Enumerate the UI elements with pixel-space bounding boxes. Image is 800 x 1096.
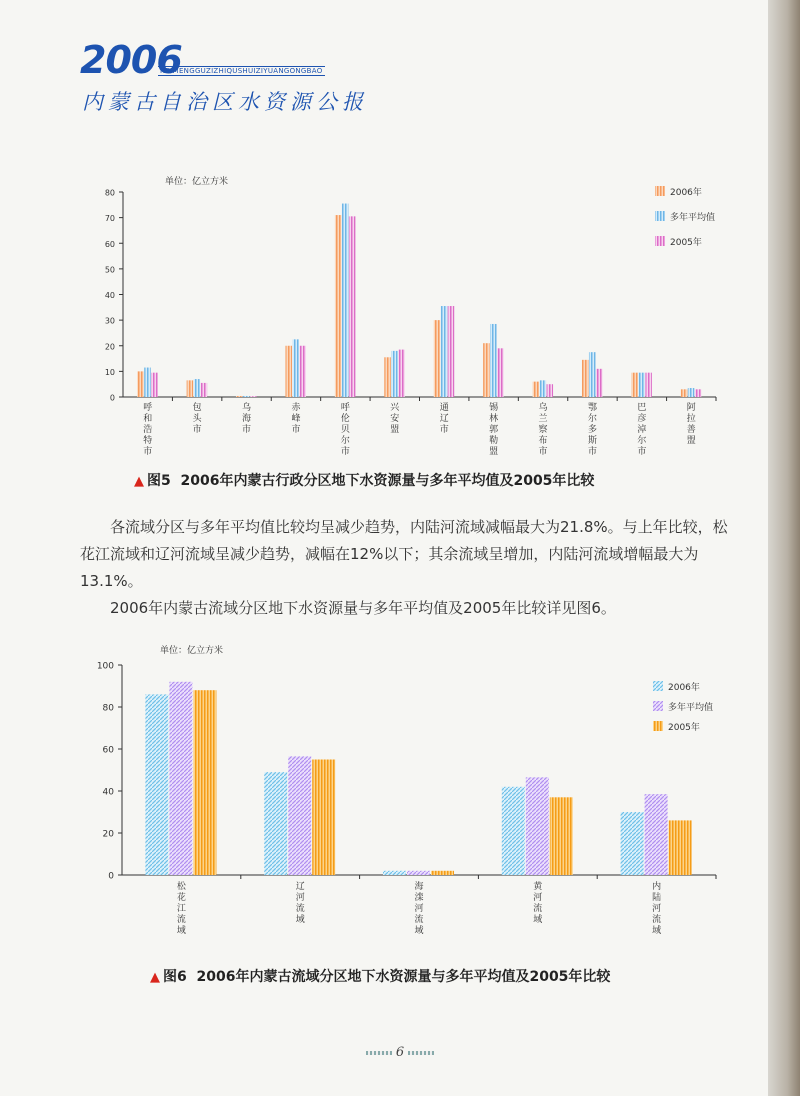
- y-tick-label: 80: [104, 188, 115, 198]
- bar-5-1: [391, 351, 398, 397]
- x-category-label-char: 安: [390, 414, 400, 424]
- x-category-label-char: 江: [176, 904, 186, 914]
- bar-1-0: [264, 772, 287, 875]
- y-tick-label: 50: [104, 265, 115, 275]
- x-category-label-char: 市: [291, 425, 301, 435]
- bar-0-2: [151, 373, 158, 397]
- x-category-label-char: 河: [652, 904, 662, 914]
- x-category-label-char: 盟: [489, 447, 499, 457]
- y-tick-label: 10: [104, 367, 115, 377]
- report-header: [80, 38, 420, 118]
- bar-0-1: [169, 682, 192, 875]
- bar-3-0: [285, 346, 292, 397]
- x-category-label-char: 郭: [489, 425, 499, 435]
- legend-label-1: 多年平均值: [670, 213, 716, 223]
- x-category-label-char: 巴: [637, 403, 647, 413]
- x-category-label-char: 河: [295, 893, 305, 903]
- x-category-label-char: 流: [652, 915, 662, 925]
- bar-2-2: [431, 871, 454, 875]
- bar-10-2: [645, 373, 652, 397]
- bar-4-1: [645, 794, 668, 875]
- y-tick-label: 30: [104, 316, 115, 326]
- x-category-label-char: 阿: [686, 403, 696, 413]
- x-category-label-char: 和: [143, 414, 153, 424]
- bar-5-2: [398, 350, 405, 397]
- x-category-label-char: 域: [533, 915, 543, 925]
- x-category-label-char: 内: [652, 882, 662, 892]
- bar-10-1: [638, 373, 645, 397]
- bar-7-2: [497, 348, 504, 397]
- page-number-ornament-right: [408, 1051, 434, 1055]
- bar-4-2: [349, 216, 356, 397]
- bar-11-0: [681, 389, 688, 397]
- bar-3-2: [299, 346, 306, 397]
- bar-2-1: [243, 396, 250, 397]
- bar-0-0: [145, 694, 168, 875]
- x-category-label-char: 头: [192, 414, 202, 424]
- bar-11-1: [688, 388, 695, 397]
- bar-9-0: [582, 360, 589, 397]
- bar-2-0: [383, 871, 406, 875]
- bar-8-0: [533, 382, 540, 397]
- y-tick-label: 40: [102, 787, 114, 798]
- caption-triangle-icon: ▲: [150, 970, 160, 985]
- figure-5-caption: [134, 470, 594, 490]
- x-category-label-char: 海: [414, 882, 424, 892]
- x-category-label-char: 域: [176, 926, 186, 936]
- x-category-label-char: 市: [637, 447, 647, 457]
- x-category-label-char: 域: [652, 926, 662, 936]
- x-category-label-char: 市: [242, 425, 252, 435]
- x-category-label-char: 淖: [637, 425, 647, 435]
- x-category-label-char: 市: [538, 447, 548, 457]
- bar-2-0: [236, 396, 243, 397]
- x-category-label-char: 海: [242, 414, 252, 424]
- legend-swatch-0: [655, 186, 665, 196]
- page-number-ornament-left: [366, 1051, 392, 1055]
- x-category-label-char: 辽: [295, 882, 305, 892]
- bar-3-0: [502, 787, 525, 875]
- x-category-label-char: 市: [340, 447, 350, 457]
- caption-triangle-icon: ▲: [134, 474, 144, 489]
- y-tick-label: 0: [109, 393, 115, 403]
- x-category-label-char: 河: [414, 904, 424, 914]
- bar-4-0: [335, 215, 342, 397]
- bar-1-1: [288, 756, 311, 875]
- legend-label-0: 2006年: [670, 188, 702, 198]
- legend-label-1: 多年平均值: [668, 703, 714, 713]
- bar-3-2: [550, 797, 573, 875]
- x-category-label-char: 域: [414, 926, 424, 936]
- bar-3-1: [526, 777, 549, 875]
- x-category-label-char: 松: [176, 882, 186, 892]
- x-category-label-char: 斯: [587, 436, 597, 446]
- x-category-label-char: 锡: [489, 403, 499, 413]
- x-category-label-char: 彦: [637, 414, 647, 424]
- x-category-label-char: 赤: [291, 403, 301, 413]
- paragraph-2: 2006年内蒙古流域分区地下水资源量与多年平均值及2005年比较详见图6。: [110, 599, 616, 617]
- x-category-label-char: 伦: [340, 414, 350, 424]
- x-category-label-char: 流: [414, 915, 424, 925]
- bar-10-0: [631, 373, 638, 397]
- y-tick-label: 100: [96, 661, 114, 672]
- x-category-label-char: 域: [295, 915, 305, 925]
- bar-2-2: [250, 396, 257, 397]
- x-category-label-char: 盟: [390, 425, 400, 435]
- x-category-label-char: 尔: [340, 436, 350, 446]
- x-category-label-char: 贝: [340, 425, 350, 435]
- figure-6-caption: [150, 966, 610, 986]
- bar-1-2: [312, 760, 335, 876]
- x-category-label-char: 多: [587, 425, 597, 435]
- legend-swatch-0: [653, 681, 663, 691]
- legend-swatch-1: [655, 211, 665, 221]
- x-category-label-char: 流: [176, 915, 186, 925]
- bar-1-0: [187, 380, 194, 397]
- x-category-label-char: 察: [538, 425, 548, 435]
- legend-label-0: 2006年: [668, 683, 700, 693]
- page-number-value: 6: [395, 1045, 405, 1060]
- y-tick-label: 70: [104, 214, 115, 224]
- x-category-label-char: 勒: [489, 436, 499, 446]
- x-category-label-char: 盟: [686, 436, 696, 446]
- x-category-label-char: 尔: [587, 414, 597, 424]
- bar-6-2: [448, 306, 455, 397]
- y-tick-label: 40: [104, 291, 115, 300]
- x-category-label-char: 林: [489, 414, 499, 424]
- legend-swatch-2: [653, 721, 663, 731]
- header-pinyin: NEIMENGGUZIZHIQUSHUIZIYUANGONGBAO: [160, 67, 323, 75]
- bar-0-0: [137, 371, 144, 397]
- bar-1-1: [194, 379, 201, 397]
- y-tick-label: 60: [104, 239, 115, 249]
- x-category-label-char: 呼: [340, 403, 350, 413]
- y-tick-label: 20: [102, 829, 114, 840]
- figure-6-chart: [0, 640, 800, 960]
- legend-swatch-1: [653, 701, 663, 711]
- x-category-label-char: 呼: [143, 403, 153, 413]
- bar-11-2: [695, 389, 702, 397]
- x-category-label-char: 浩: [143, 425, 153, 435]
- y-tick-label: 20: [104, 342, 115, 352]
- x-category-label-char: 通: [439, 403, 449, 413]
- bar-9-2: [596, 369, 603, 397]
- bar-7-1: [490, 324, 497, 397]
- legend-label-2: 2005年: [668, 723, 700, 733]
- x-category-label-char: 兴: [390, 403, 400, 413]
- x-category-label-char: 河: [533, 893, 543, 903]
- x-category-label-char: 善: [686, 425, 696, 435]
- unit-label: 单位：亿立方米: [160, 646, 224, 656]
- legend-label-2: 2005年: [670, 238, 702, 248]
- body-text: [80, 514, 740, 622]
- x-category-label-char: 辽: [439, 414, 449, 424]
- x-category-label-char: 花: [176, 893, 186, 903]
- x-category-label-char: 流: [295, 904, 305, 914]
- bar-4-2: [669, 820, 692, 875]
- bar-1-2: [201, 383, 208, 397]
- x-category-label-char: 尔: [637, 436, 647, 446]
- bar-8-2: [547, 384, 554, 397]
- x-category-label-char: 拉: [686, 414, 696, 424]
- figure-6-caption-label: 图6: [163, 969, 187, 985]
- bar-5-0: [384, 357, 391, 397]
- legend-swatch-2: [655, 236, 665, 246]
- x-category-label-char: 市: [192, 425, 202, 435]
- bar-4-0: [621, 812, 644, 875]
- bar-9-1: [589, 352, 596, 397]
- bar-8-1: [540, 380, 547, 397]
- header-title: 内蒙古自治区水资源公报: [82, 90, 368, 114]
- page-number: [360, 1045, 440, 1060]
- figure-6-caption-text: 2006年内蒙古流域分区地下水资源量与多年平均值及2005年比较: [196, 969, 611, 985]
- bar-2-1: [407, 871, 430, 875]
- x-category-label-char: 鄂: [587, 403, 597, 413]
- x-category-label-char: 陆: [652, 893, 662, 903]
- x-category-label-char: 黄: [533, 882, 543, 892]
- x-category-label-char: 市: [143, 447, 153, 457]
- header-year: 2006: [80, 38, 182, 82]
- bar-6-0: [434, 320, 441, 397]
- x-category-label-char: 布: [538, 436, 548, 446]
- bar-6-1: [441, 306, 448, 397]
- y-tick-label: 60: [102, 745, 114, 756]
- x-category-label-char: 流: [533, 904, 543, 914]
- x-category-label-char: 市: [439, 425, 449, 435]
- bar-0-1: [144, 368, 151, 397]
- x-category-label-char: 市: [587, 447, 597, 457]
- x-category-label-char: 兰: [538, 414, 548, 424]
- bar-3-1: [292, 339, 299, 397]
- x-category-label-char: 特: [143, 436, 153, 446]
- unit-label: 单位：亿立方米: [165, 177, 229, 187]
- x-category-label-char: 包: [192, 403, 202, 413]
- x-category-label-char: 乌: [242, 403, 252, 413]
- bar-0-2: [193, 690, 216, 875]
- x-category-label-char: 峰: [291, 414, 301, 424]
- figure-5-caption-text: 2006年内蒙古行政分区地下水资源量与多年平均值及2005年比较: [180, 473, 595, 489]
- bar-7-0: [483, 343, 490, 397]
- figure-5-caption-label: 图5: [147, 473, 171, 489]
- y-tick-label: 0: [108, 871, 114, 882]
- x-category-label-char: 滦: [414, 893, 424, 903]
- paragraph-1: 各流域分区与多年平均值比较均呈减少趋势，内陆河流域减幅最大为21.8%。与上年比较，松花江流域和辽河流域呈减少趋势，减幅在12%以下；其余流域呈增加，内陆河流域增幅最大为13.1%。: [80, 518, 728, 590]
- x-category-label-char: 乌: [538, 403, 548, 413]
- y-tick-label: 80: [102, 703, 114, 714]
- bar-4-1: [342, 204, 349, 397]
